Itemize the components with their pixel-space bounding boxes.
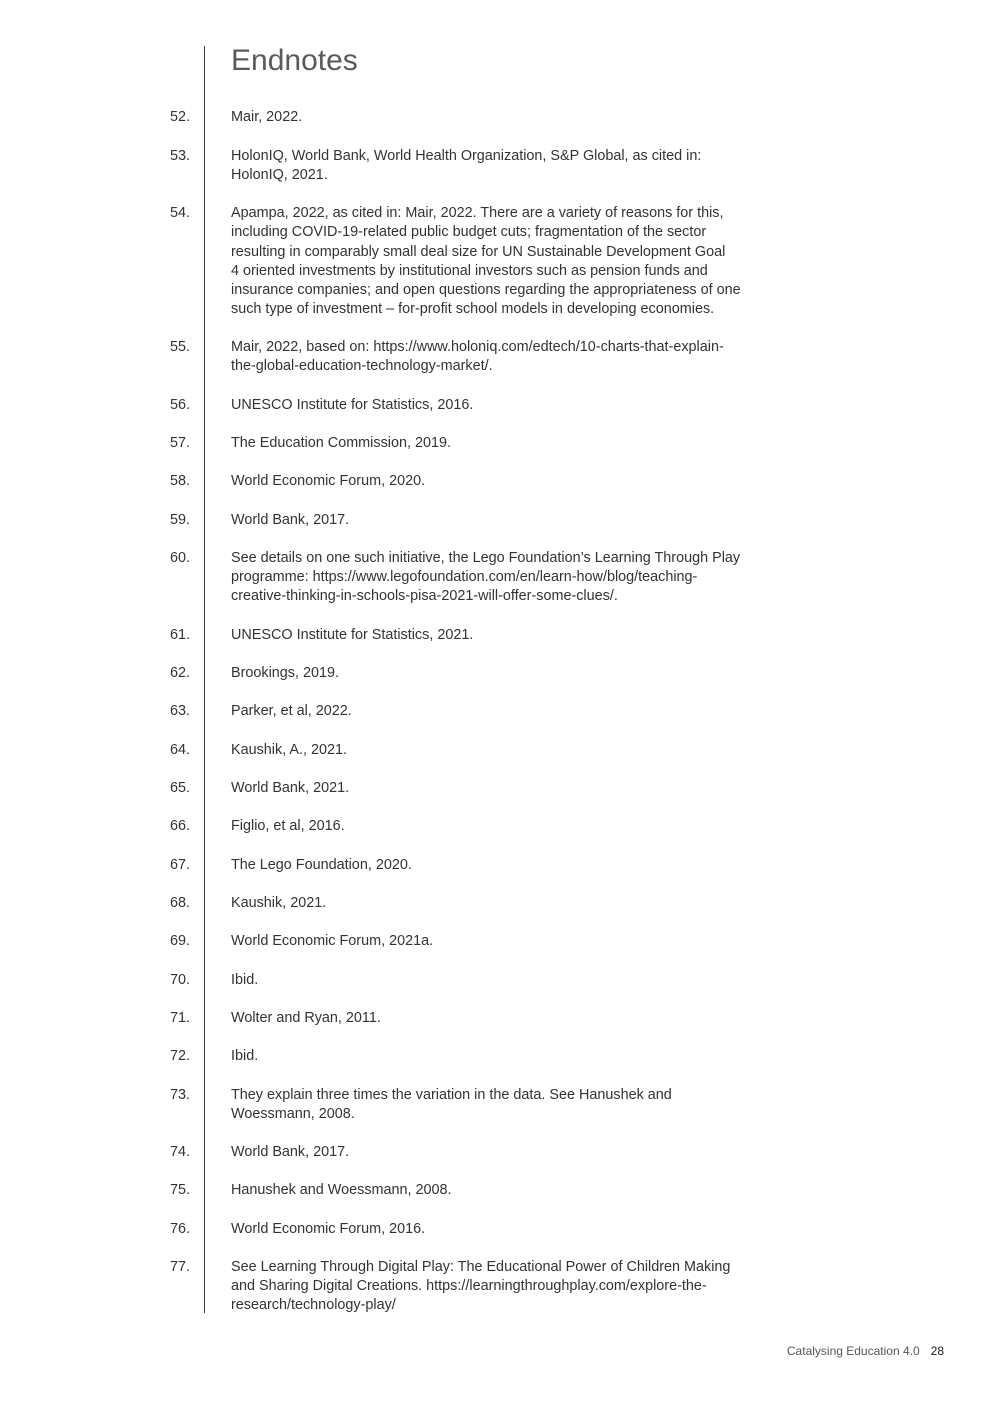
endnote-line: the-global-education-technology-market/. — [231, 358, 493, 375]
page-number: 28 — [930, 1344, 944, 1358]
footer-publication-title: Catalysing Education 4.0 — [786, 1344, 920, 1358]
endnote-number: 62. — [169, 665, 190, 682]
endnote-text — [231, 1143, 349, 1162]
endnote-text — [231, 741, 347, 760]
endnote-text — [231, 626, 473, 645]
endnote-item — [0, 511, 992, 530]
endnote-number: 70. — [169, 971, 190, 988]
endnote-line: Kaushik, 2021. — [231, 894, 327, 911]
endnote-item — [0, 147, 992, 185]
endnote-line: The Education Commission, 2019. — [231, 435, 451, 452]
endnote-text — [231, 1086, 672, 1124]
endnote-text — [231, 1047, 258, 1066]
endnote-text — [231, 1220, 425, 1239]
endnote-number: 52. — [169, 109, 190, 126]
endnote-item — [0, 1009, 992, 1028]
endnote-number: 71. — [169, 1009, 190, 1026]
endnote-line: resulting in comparably small deal size for UN Sustainable Development Goal — [231, 243, 726, 260]
endnote-line: Figlio, et al, 2016. — [231, 818, 345, 835]
endnote-number: 59. — [169, 511, 190, 528]
endnote-text — [231, 338, 724, 376]
endnote-text — [231, 1181, 452, 1200]
endnote-line: Mair, 2022, based on: https://www.holoniq.com/edtech/10-charts-that-explain- — [231, 339, 724, 356]
endnote-line: including COVID-19-related public budget cuts; fragmentation of the sector — [231, 224, 707, 241]
endnote-item — [0, 338, 992, 376]
endnote-item — [0, 779, 992, 798]
endnote-item — [0, 396, 992, 415]
endnote-text — [231, 472, 425, 491]
endnote-text — [231, 664, 339, 683]
endnote-item — [0, 1047, 992, 1066]
endnote-item — [0, 894, 992, 913]
endnote-number: 75. — [169, 1182, 190, 1199]
endnote-line: HolonIQ, World Bank, World Health Organization, S&P Global, as cited in: — [231, 147, 702, 164]
endnote-item — [0, 472, 992, 491]
endnote-line: Parker, et al, 2022. — [231, 703, 352, 720]
endnote-number: 61. — [169, 626, 190, 643]
endnote-line: research/technology-play/ — [231, 1297, 396, 1314]
endnote-line: World Economic Forum, 2016. — [231, 1220, 426, 1237]
endnote-item — [0, 817, 992, 836]
endnote-text — [231, 147, 701, 185]
endnote-number: 58. — [169, 473, 190, 490]
endnote-text — [231, 856, 412, 875]
endnote-line: World Bank, 2021. — [231, 780, 350, 796]
endnote-line: Apampa, 2022, as cited in: Mair, 2022. There are a variety of reasons for this, — [231, 205, 724, 222]
endnote-line: Ibid. — [231, 1048, 259, 1065]
endnote-item — [0, 626, 992, 645]
endnote-line: World Economic Forum, 2021a. — [231, 933, 434, 950]
endnote-number: 57. — [169, 435, 190, 452]
endnote-line: UNESCO Institute for Statistics, 2016. — [231, 396, 474, 413]
endnote-line: programme: https://www.legofoundation.com/en/learn-how/blog/teaching- — [231, 569, 698, 586]
endnote-item — [0, 664, 992, 683]
endnote-line: World Bank, 2017. — [231, 511, 350, 528]
endnote-line: Ibid. — [231, 971, 259, 988]
endnote-number: 77. — [169, 1259, 190, 1276]
endnote-line: and Sharing Digital Creations. https://learningthroughplay.com/explore-the- — [231, 1278, 707, 1295]
endnote-line: Woessmann, 2008. — [231, 1105, 355, 1122]
endnote-number: 56. — [169, 396, 190, 413]
endnote-line: Hanushek and Woessmann, 2008. — [231, 1182, 452, 1199]
endnote-line: See Learning Through Digital Play: The Educational Power of Children Making — [231, 1259, 731, 1276]
endnote-line: The Lego Foundation, 2020. — [231, 856, 412, 873]
endnote-number: 69. — [169, 933, 190, 950]
endnote-item — [0, 1143, 992, 1162]
endnote-item — [0, 1220, 992, 1239]
endnote-text — [231, 971, 258, 990]
endnote-item — [0, 741, 992, 760]
endnote-text — [231, 108, 302, 127]
endnote-line: Brookings, 2019. — [231, 665, 340, 682]
endnote-item — [0, 204, 992, 319]
endnote-number: 72. — [169, 1048, 190, 1065]
endnote-line: such type of investment – for-profit school models in developing economies. — [231, 300, 715, 317]
endnote-text — [231, 396, 473, 415]
endnote-number: 76. — [169, 1220, 190, 1237]
endnote-number: 73. — [169, 1086, 190, 1103]
endnote-line: Kaushik, A., 2021. — [231, 741, 348, 758]
endnote-text — [231, 779, 349, 798]
endnote-number: 55. — [169, 339, 190, 356]
endnote-line: UNESCO Institute for Statistics, 2021. — [231, 626, 474, 643]
endnote-item — [0, 702, 992, 721]
endnote-text — [231, 549, 740, 606]
page-footer — [787, 1343, 944, 1359]
endnote-number: 65. — [169, 780, 190, 796]
endnote-number: 63. — [169, 703, 190, 720]
endnote-item — [0, 1258, 992, 1315]
endnote-line: HolonIQ, 2021. — [231, 166, 328, 183]
endnote-line: Mair, 2022. — [231, 109, 303, 126]
endnote-text — [231, 932, 433, 951]
endnote-number: 66. — [169, 818, 190, 835]
endnote-item — [0, 108, 992, 127]
endnote-number: 68. — [169, 894, 190, 911]
endnote-item — [0, 1181, 992, 1200]
endnote-text — [231, 204, 741, 319]
endnote-item — [0, 1086, 992, 1124]
endnote-item — [0, 932, 992, 951]
endnote-number: 54. — [169, 205, 190, 222]
endnote-item — [0, 971, 992, 990]
endnote-number: 74. — [169, 1144, 190, 1161]
endnote-text — [231, 1258, 730, 1315]
endnote-text — [231, 817, 345, 836]
endnote-number: 53. — [169, 147, 190, 164]
endnote-number: 67. — [169, 856, 190, 873]
endnote-text — [231, 434, 451, 453]
endnote-line: Wolter and Ryan, 2011. — [231, 1009, 381, 1026]
endnote-line: World Economic Forum, 2020. — [231, 473, 426, 490]
endnote-text — [231, 511, 349, 530]
endnote-text — [231, 702, 352, 721]
endnote-item — [0, 549, 992, 606]
endnote-line: They explain three times the variation in the data. See Hanushek and — [231, 1086, 672, 1103]
endnote-number: 60. — [169, 550, 190, 567]
endnote-line: See details on one such initiative, the Lego Foundation’s Learning Through Play — [231, 550, 741, 567]
endnote-line: creative-thinking-in-schools-pisa-2021-will-offer-some-clues/. — [231, 588, 618, 605]
endnotes-list — [0, 108, 992, 1334]
page-title: Endnotes — [231, 44, 358, 77]
endnote-line: insurance companies; and open questions regarding the appropriateness of one — [231, 281, 741, 298]
endnote-item — [0, 434, 992, 453]
endnote-number: 64. — [169, 741, 190, 758]
endnote-text — [231, 1009, 381, 1028]
endnote-line: 4 oriented investments by institutional investors such as pension funds and — [231, 262, 708, 279]
endnote-line: World Bank, 2017. — [231, 1144, 350, 1161]
endnote-item — [0, 856, 992, 875]
endnote-text — [231, 894, 326, 913]
